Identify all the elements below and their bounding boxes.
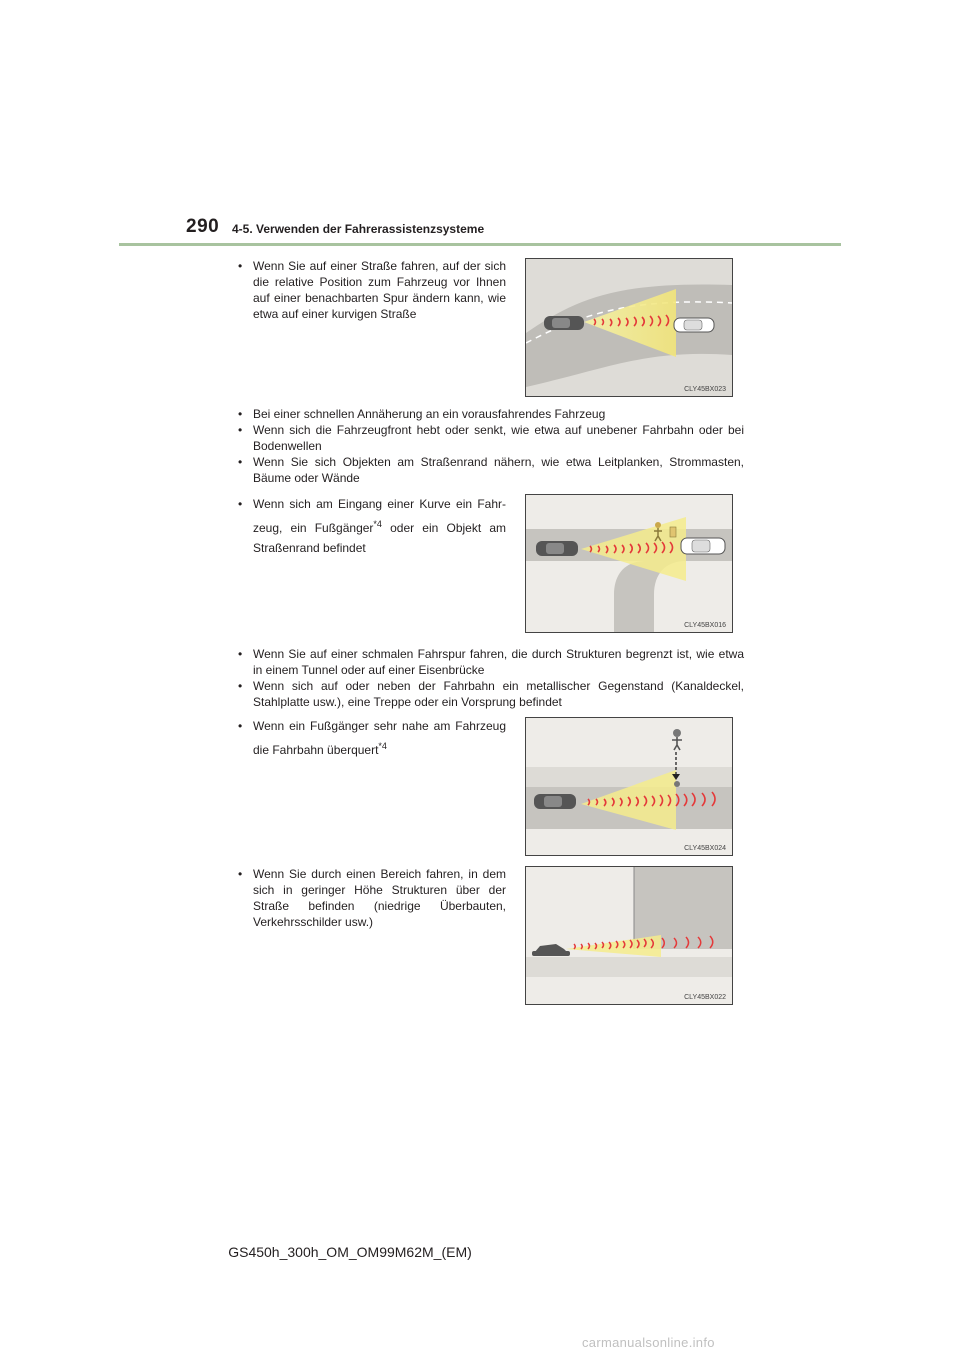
bullet-text: Wenn Sie durch einen Bereich fahren, in dem sich in geringer Höhe Strukturen über der Straße befinden (niedrige Überbauten, Verkehrsschilder usw.) [253,867,506,929]
bullet-curved-road [238,258,506,322]
curved-road-illustration [526,259,732,396]
bullet-text: Wenn ein Fußgänger sehr nahe am Fahrzeug die Fahrbahn überquert [253,719,506,757]
bullet-dot: • [238,423,243,437]
section-title: 4-5. Verwenden der Fahrerassistenzsysteme [232,222,485,236]
bullet-dot: • [238,259,243,273]
pedestrian-crossing-illustration [526,718,732,855]
bullet-text: Wenn sich auf oder neben der Fahrbahn ein metallischer Gegenstand (Kanaldeckel, Stahlplatte usw.), eine Treppe oder ein Vorsprung befindet [253,679,744,709]
bullet-narrow-lane [238,646,744,678]
figure-code: CLY45BX022 [684,994,726,1001]
header-rule [119,243,841,246]
figure-code: CLY45BX024 [684,845,726,852]
figure-pedestrian-crossing [525,717,733,856]
watermark: carmanualsonline.info [582,1335,715,1350]
bullet-dot: • [238,407,243,421]
bullet-text: Wenn Sie sich Objekten am Straßenrand nähern, wie etwa Leitplanken, Strommasten, Bäume oder Wände [253,455,744,485]
bullet-front-rises [238,422,744,454]
footnote-ref: *4 [373,519,382,529]
figure-curve-entrance [525,494,733,633]
figure-code: CLY45BX023 [684,386,726,393]
bullet-text: Wenn Sie auf einer Straße fahren, auf der sich die relative Position zum Fahrzeug vor Ihnen auf einer benachbarten Spur ändern kann, wie etwa auf einer kurvigen Straße [253,259,506,321]
document-code-footer: GS450h_300h_OM_OM99M62M_(EM) [228,1244,472,1260]
bullet-text: Wenn Sie auf einer schmalen Fahrspur fahren, die durch Strukturen begrenzt ist, wie etwa in einem Tunnel oder auf einer Eisenbrücke [253,647,744,677]
bullet-fast-approach [238,406,744,422]
figure-low-structures [525,866,733,1005]
bullet-low-structures [238,866,506,930]
bullet-curve-entrance [238,494,506,558]
curve-entrance-illustration [526,495,732,632]
bullet-text-cont: oder ein Objekt am Straßenrand befindet [253,521,506,555]
bullet-dot: • [238,867,243,881]
bullet-dot: • [238,455,243,469]
page-number: 290 [186,216,220,237]
bullet-dot: • [238,497,243,511]
bullet-metal-object [238,678,744,710]
bullet-text: Wenn sich die Fahrzeugfront hebt oder senkt, wie etwa auf unebener Fahrbahn oder bei Bodenwellen [253,423,744,453]
bullet-text: Bei einer schnellen Annäherung an ein vorausfahrendes Fahrzeug [253,407,606,421]
bullet-dot: • [238,647,243,661]
figure-curved-road [525,258,733,397]
bullet-dot: • [238,719,243,733]
bullet-text: Wenn sich am Eingang einer Kurve ein Fahr-zeug, ein Fußgänger [253,497,506,535]
figure-code: CLY45BX016 [684,622,726,629]
bullet-roadside-objects [238,454,744,486]
footnote-ref: *4 [378,741,387,751]
low-structures-illustration [526,867,732,1004]
bullet-pedestrian-crossing [238,716,506,760]
bullet-dot: • [238,679,243,693]
